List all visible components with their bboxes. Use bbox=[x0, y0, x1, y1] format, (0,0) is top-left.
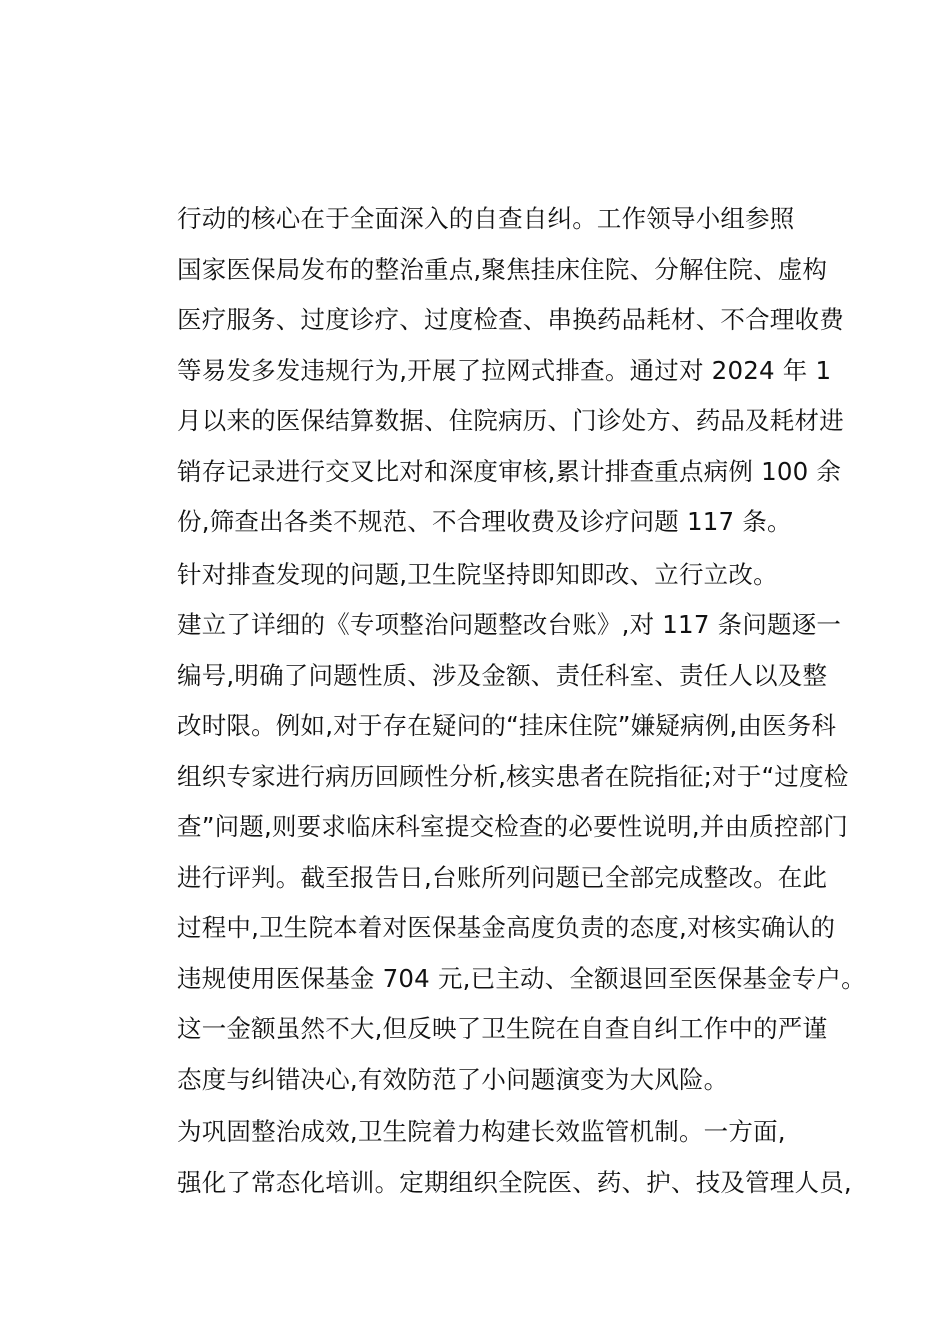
text-line: 国家医保局发布的整治重点,聚焦挂床住院、分解住院、虚构 bbox=[177, 254, 828, 284]
text-line: 份,筛查出各类不规范、不合理收费及诊疗问题 117 条。 bbox=[177, 507, 792, 536]
text-line: 改时限。例如,对于存在疑问的“挂床住院”嫌疑病例,由医务科 bbox=[177, 711, 837, 740]
text-line: 行动的核心在于全面深入的自查自纠。工作领导小组参照 bbox=[177, 204, 795, 233]
text-line: 销存记录进行交叉比对和深度审核,累计排查重点病例 100 余 bbox=[177, 456, 842, 486]
text-line: 查”问题,则要求临床科室提交检查的必要性说明,并由质控部门 bbox=[177, 812, 849, 841]
text-line: 建立了详细的《专项整治问题整改台账》,对 117 条问题逐一 bbox=[177, 610, 842, 639]
text-line: 为巩固整治成效,卫生院着力构建长效监管机制。一方面, bbox=[177, 1117, 786, 1146]
document-body bbox=[128, 194, 866, 1208]
text-line: 态度与纠错决心,有效防范了小问题演变为大风险。 bbox=[177, 1064, 729, 1094]
text-line: 组织专家进行病历回顾性分析,核实患者在院指征;对于“过度检 bbox=[177, 761, 849, 791]
text-line: 医疗服务、过度诊疗、过度检查、串换药品耗材、不合理收费 bbox=[177, 305, 844, 334]
paragraph-long-term-mechanism bbox=[128, 1107, 852, 1208]
paragraph-self-inspection bbox=[128, 194, 844, 548]
text-line: 编号,明确了问题性质、涉及金额、责任科室、责任人以及整 bbox=[177, 660, 828, 690]
text-line: 月以来的医保结算数据、住院病历、门诊处方、药品及耗材进 bbox=[177, 406, 844, 435]
text-line: 等易发多发违规行为,开展了拉网式排查。通过对 2024 年 1 bbox=[177, 355, 832, 385]
paragraph-rectification bbox=[128, 550, 866, 1106]
text-line: 违规使用医保基金 704 元,已主动、全额退回至医保基金专户。 bbox=[177, 963, 866, 993]
text-line: 这一金额虽然不大,但反映了卫生院在自查自纠工作中的严谨 bbox=[177, 1014, 828, 1043]
text-line: 过程中,卫生院本着对医保基金高度负责的态度,对核实确认的 bbox=[177, 913, 836, 942]
text-line: 进行评判。截至报告日,台账所列问题已全部完成整改。在此 bbox=[177, 862, 828, 892]
text-line: 针对排查发现的问题,卫生院坚持即知即改、立行立改。 bbox=[177, 559, 778, 589]
text-line: 强化了常态化培训。定期组织全院医、药、护、技及管理人员, bbox=[177, 1167, 852, 1197]
